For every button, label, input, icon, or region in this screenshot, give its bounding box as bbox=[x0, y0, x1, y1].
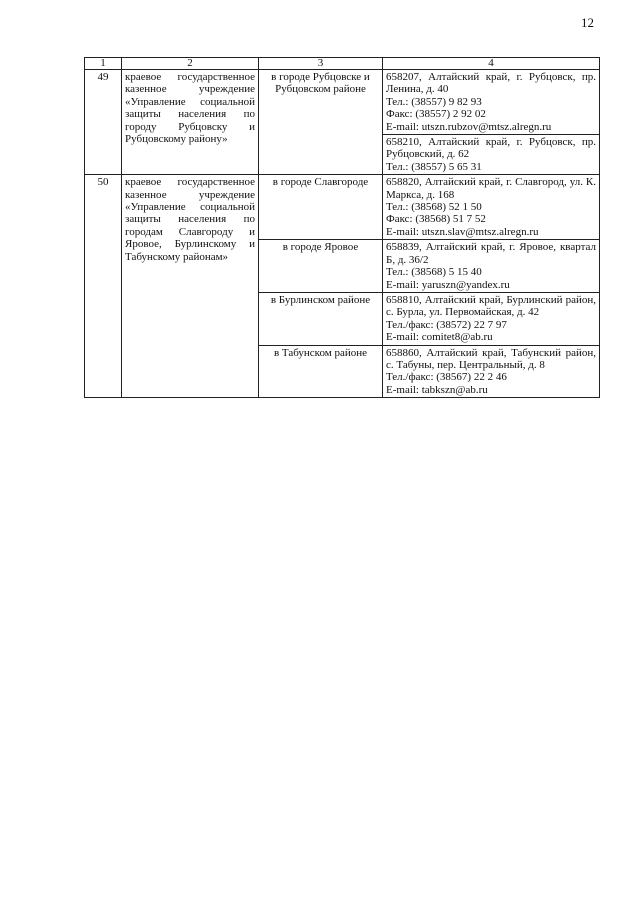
column-header: 2 bbox=[122, 58, 259, 70]
email-line: E-mail: yaruszn@yandex.ru bbox=[386, 278, 510, 291]
phone-line: Тел./факс: (38567) 22 2 46 bbox=[386, 371, 507, 384]
office-contacts bbox=[383, 135, 600, 175]
phone-line: Тел.: (38557) 9 82 93 bbox=[386, 95, 482, 108]
institution-name: краевое государственное казенное учреждение «Управление социальной защиты населения по городу Рубцовску и Рубцовскому району» bbox=[122, 70, 259, 175]
address-line: 658860, Алтайский край, Табунский район, с. Табуны, пер. Центральный, д. 8 bbox=[386, 346, 596, 371]
phone-line: Тел.: (38568) 5 15 40 bbox=[386, 266, 482, 279]
address-line: 658210, Алтайский край, г. Рубцовск, пр. Рубцовский, д. 62 bbox=[386, 136, 596, 161]
column-header: 4 bbox=[383, 58, 600, 70]
institution-name: краевое государственное казенное учреждение «Управление социальной защиты населения по городам Славгороду и Яровое, Бурлинскому и Табунскому районам» bbox=[122, 175, 259, 398]
table-row bbox=[85, 175, 600, 240]
office-location: в Бурлинском районе bbox=[259, 292, 383, 345]
page-number: 12 bbox=[581, 15, 594, 30]
office-location: в городе Славгороде bbox=[259, 175, 383, 240]
phone-line: Тел./факс: (38572) 22 7 97 bbox=[386, 318, 507, 331]
office-contacts bbox=[383, 70, 600, 135]
table-row bbox=[85, 70, 600, 135]
column-header: 1 bbox=[85, 58, 122, 70]
phone-line: Тел.: (38557) 5 65 31 bbox=[386, 160, 482, 173]
phone-line: Тел.: (38568) 52 1 50 bbox=[386, 201, 482, 214]
address-line: 658839, Алтайский край, г. Яровое, квартал Б, д. 36/2 bbox=[386, 241, 596, 266]
address-line: 658820, Алтайский край, г. Славгород, ул. К. Маркса, д. 168 bbox=[386, 176, 596, 201]
row-number: 50 bbox=[85, 175, 122, 398]
email-line: E-mail: utszn.slav@mtsz.alregn.ru bbox=[386, 225, 539, 238]
office-location: в городе Рубцовске и Рубцовском районе bbox=[259, 70, 383, 175]
table-header-row bbox=[85, 58, 600, 70]
address-line: 658207, Алтайский край, г. Рубцовск, пр. Ленина, д. 40 bbox=[386, 71, 596, 96]
column-header: 3 bbox=[259, 58, 383, 70]
row-number: 49 bbox=[85, 70, 122, 175]
email-line: E-mail: comitet8@ab.ru bbox=[386, 331, 493, 344]
office-location: в Табунском районе bbox=[259, 345, 383, 398]
office-contacts bbox=[383, 292, 600, 345]
office-location: в городе Яровое bbox=[259, 240, 383, 293]
office-contacts bbox=[383, 345, 600, 398]
office-contacts bbox=[383, 240, 600, 293]
fax-line: Факс: (38568) 51 7 52 bbox=[386, 213, 486, 226]
office-contacts bbox=[383, 175, 600, 240]
email-line: E-mail: utszn.rubzov@mtsz.alregn.ru bbox=[386, 120, 552, 133]
institutions-table bbox=[84, 57, 600, 398]
fax-line: Факс: (38557) 2 92 02 bbox=[386, 108, 486, 121]
email-line: E-mail: tabkszn@ab.ru bbox=[386, 383, 488, 396]
address-line: 658810, Алтайский край, Бурлинский район, с. Бурла, ул. Первомайская, д. 42 bbox=[386, 293, 596, 319]
